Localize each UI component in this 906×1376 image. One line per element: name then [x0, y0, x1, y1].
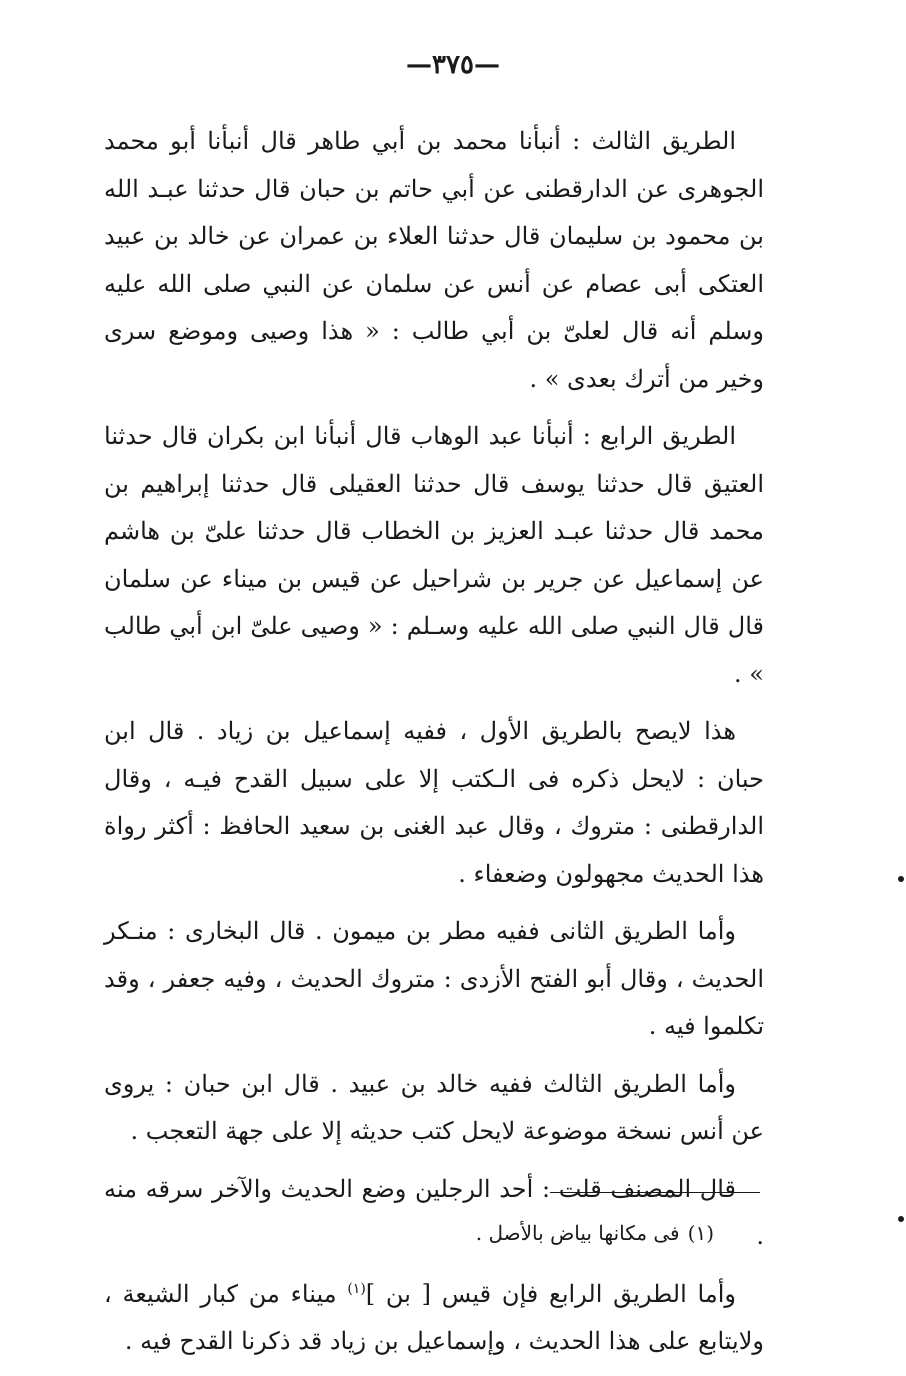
page-number: —٣٧٥—	[406, 50, 500, 80]
paragraph-third-route: الطريق الثالث : أنبأنا محمد بن أبي طاهر قال أنبأنا أبو محمد الجوهرى عن الدارقطنى عن أبي حاتم بن حبان قال حدثنا عبـد الله بن محمود بن سليمان قال حدثنا العلاء بن عمران عن خالد بن عبيد العتكى أبى عصام عن أنس عن سلمان عن النبي صلى الله عليه وسلم أنه قال لعلىّ بن أبي طالب : « هذا وصيى وموضع سرى وخير من أترك بعدى » .	[104, 127, 764, 393]
paragraph-author-note: قال المصنف قلت : أحد الرجلين وضع الحديث والآخر سرقه منه .	[104, 1174, 764, 1250]
margin-speck-bottom	[898, 1216, 904, 1222]
footnote	[404, 1218, 714, 1248]
paragraph-fourth-critique	[104, 1271, 764, 1366]
paragraph-third-critique: وأما الطريق الثالث ففيه خالد بن عبيد . قال ابن حبان : يروى عن أنس نسخة موضوعة لايحل كتب حديثه إلا على جهة التعجب .	[104, 1069, 764, 1145]
paragraph-fourth-route: الطريق الرابع : أنبأنا عبد الوهاب قال أنبأنا ابن بكران قال حدثنا العتيق قال حدثنا يوسف قال حدثنا العقيلى قال حدثنا إبراهيم بن محمد قال حدثنا عبـد العزيز بن الخطاب قال حدثنا علىّ بن هاشم عن إسماعيل عن جرير بن شراحيل عن قيس بن ميناء عن سلمان قال قال النبي صلى الله عليه وسـلم : « وصيى علىّ ابن أبي طالب » .	[104, 422, 765, 688]
footnote-reference: (١)	[347, 1280, 366, 1297]
main-text	[104, 118, 764, 1376]
footnote-divider	[550, 1192, 760, 1193]
footnote-text: فى مكانها بياض بالأصل .	[475, 1221, 680, 1245]
footnote-marker: (١)	[687, 1221, 714, 1245]
margin-speck-top	[898, 876, 904, 882]
paragraph-first-critique: هذا لايصح بالطريق الأول ، ففيه إسماعيل بن زياد . قال ابن حبان : لايحل ذكره فى الـكتب إلا على سبيل القدح فيـه ، وقال الدارقطنى : متروك ، وقال عبد الغنى بن سعيد الحافظ : أكثر رواة هذا الحديث مجهولون وضعفاء .	[104, 717, 764, 888]
paragraph-fourth-critique-start: وأما الطريق الرابع فإن قيس [ بن ]	[365, 1279, 736, 1308]
paragraph-second-critique: وأما الطريق الثانى ففيه مطر بن ميمون . قال البخارى : منـكر الحديث ، وقال أبو الفتح الأزدى : متروك الحديث ، وفيه جعفر ، وقد تكلموا فيه .	[104, 917, 764, 1040]
paragraph-fourth-critique-end: ميناء من كبار الشيعة ، ولايتابع على هذا الحديث ، وإسماعيل بن زياد قد ذكرنا القدح فيه .	[104, 1279, 764, 1355]
